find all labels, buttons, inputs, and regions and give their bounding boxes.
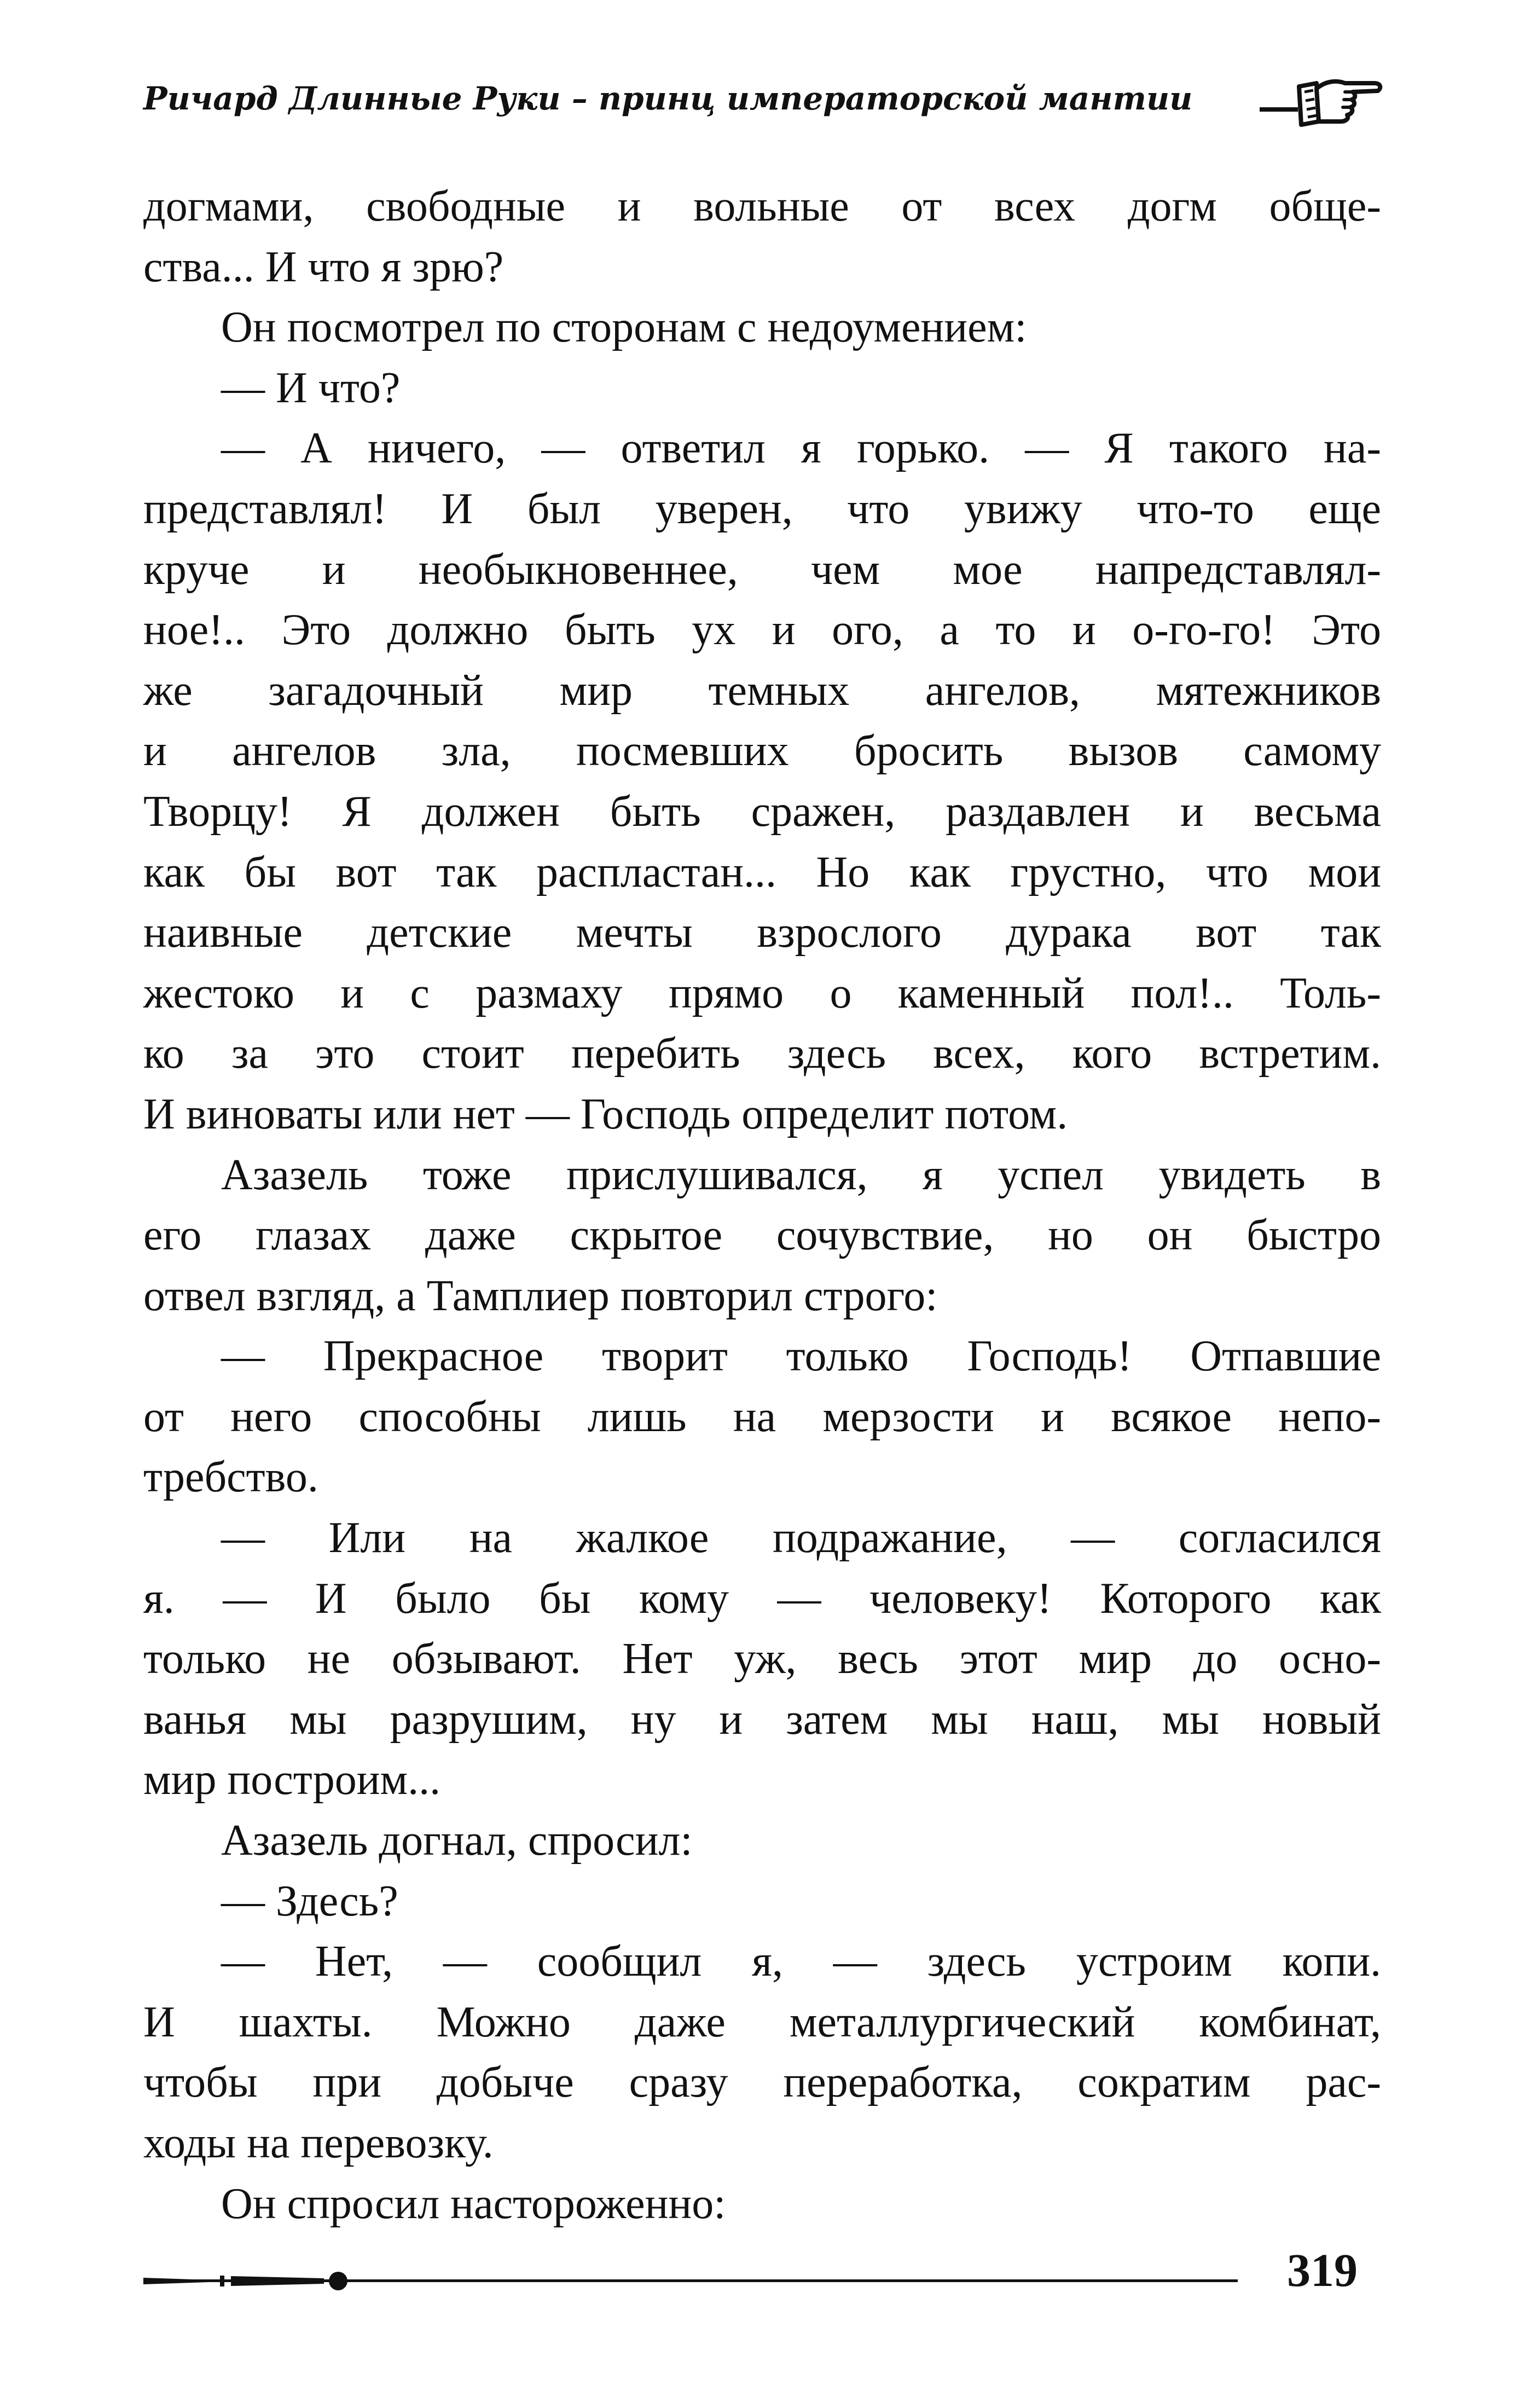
text-line: от него способны лишь на мерзости и всякое непо- [143,1392,1381,1441]
running-header [143,65,1381,136]
text-line: ванья мы разрушим, ну и затем мы наш, мы новый [143,1695,1381,1744]
pointing-hand-icon [1292,65,1385,136]
text-line: только не обзывают. Нет уж, весь этот мир до осно- [143,1635,1381,1683]
text-line: Творцу! Я должен быть сражен, раздавлен и весьма [143,787,1381,836]
text-line: круче и необыкновеннее, чем мое напредставлял- [143,545,1381,594]
text-line: ходы на перевозку. [143,2119,494,2167]
text-line: жестоко и с размаху прямо о каменный пол!.. Толь- [143,969,1381,1017]
text-line: наивные детские мечты взрослого дурака вот так [143,908,1381,957]
page-number: 319 [1287,2244,1358,2296]
text-line: требство. [143,1453,318,1502]
text-line: Он посмотрел по сторонам с недоумением: [221,303,1027,352]
text-line: — И что? [221,363,401,412]
text-line: — Прекрасное творит только Господь! Отпавшие [221,1332,1381,1381]
text-line: его глазах даже скрытое сочувствие, но он быстро [143,1211,1381,1260]
text-line: отвел взгляд, а Тамплиер повторил строго: [143,1271,938,1320]
text-line: же загадочный мир темных ангелов, мятежников [143,666,1381,715]
text-line: — А ничего, — ответил я горько. — Я такого на- [221,424,1381,473]
text-line: я. — И было бы кому — человеку! Которого как [143,1574,1381,1623]
text-line: ства... И что я зрю? [143,242,504,291]
text-line: как бы вот так распластан... Но как грустно, что мои [143,848,1381,896]
text-line: И шахты. Можно даже металлургический комбинат, [143,1998,1381,2046]
text-line: — Нет, — сообщил я, — здесь устроим копи. [221,1937,1381,1986]
text-line: и ангелов зла, посмевших бросить вызов самому [143,727,1381,775]
text-line: — Здесь? [221,1877,398,1925]
text-line: мир построим... [143,1756,441,1804]
text-line: — Или на жалкое подражание, — согласился [221,1514,1381,1562]
text-line: представлял! И был уверен, что увижу что-то еще [143,484,1381,533]
running-header-title: Ричард Длинные Руки – принц императорской мантии [143,80,1193,117]
text-line: Он спросил настороженно: [221,2179,726,2228]
text-line: ко за это стоит перебить здесь всех, кого встретим. [143,1029,1381,1078]
decorative-rule-icon [143,2270,1238,2292]
text-line: Азазель догнал, спросил: [221,1816,693,1865]
body-text [143,176,1381,2234]
text-line: ное!.. Это должно быть ух и ого, а то и о-го-го! Это [143,606,1381,655]
text-line: Азазель тоже прислушивался, я успел увидеть в [221,1150,1381,1199]
text-line: чтобы при добыче сразу переработка, сократим рас- [143,2058,1381,2107]
text-line: догмами, свободные и вольные от всех догм обще- [143,182,1381,230]
text-line: И виноваты или нет — Господь определит потом. [143,1090,1068,1138]
